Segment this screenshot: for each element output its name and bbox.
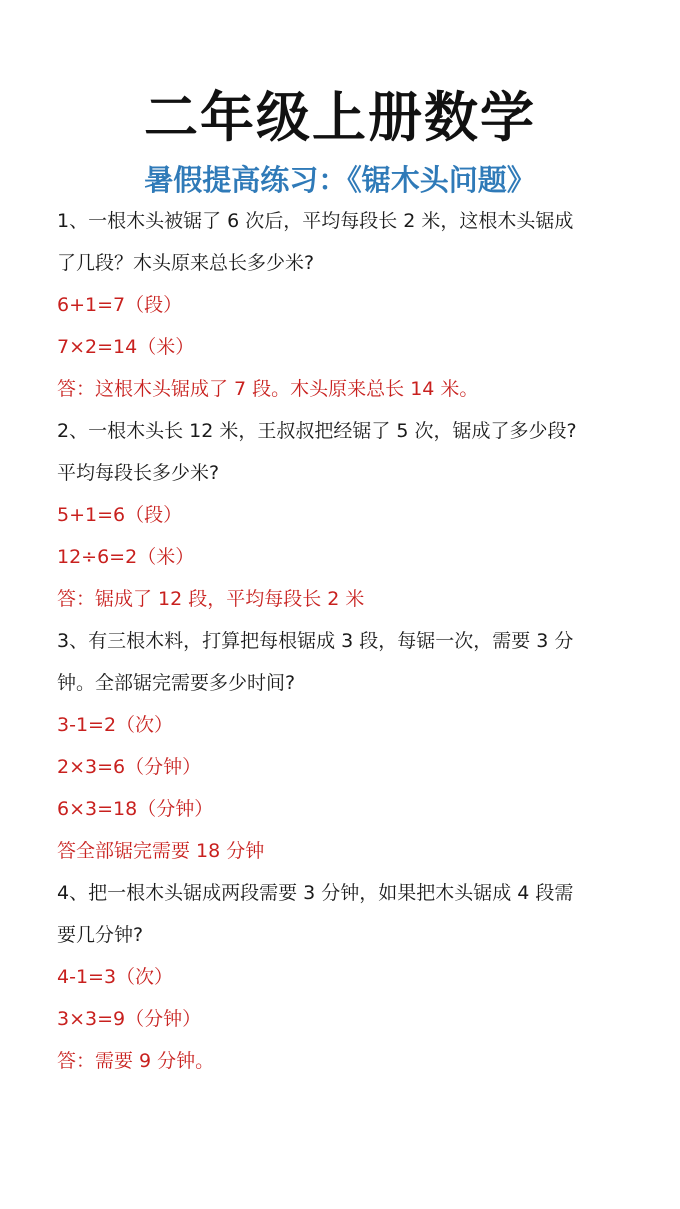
- answer-4-conclusion: 答：需要 9 分钟。: [57, 1050, 215, 1072]
- question-2-line-2: 平均每段长多少米?: [57, 462, 220, 484]
- exercise-list: [57, 200, 647, 1082]
- answer-4-step-2: 3×3=9（分钟）: [57, 1008, 202, 1030]
- answer-4-step-1: 4-1=3（次）: [57, 966, 174, 988]
- answer-2-step-2: 12÷6=2（米）: [57, 546, 195, 568]
- question-3-line-1: 3、有三根木料，打算把每根锯成 3 段，每锯一次，需要 3 分: [57, 630, 574, 652]
- question-1-line-1: 1、一根木头被锯了 6 次后，平均每段长 2 米，这根木头锯成: [57, 210, 574, 232]
- answer-1-conclusion: 答：这根木头锯成了 7 段。木头原来总长 14 米。: [57, 378, 479, 400]
- question-4-line-2: 要几分钟?: [57, 924, 144, 946]
- question-3-line-2: 钟。全部锯完需要多少时间?: [57, 672, 296, 694]
- answer-1-step-2: 7×2=14（米）: [57, 336, 195, 358]
- page-title: 二年级上册数学: [144, 86, 536, 149]
- answer-3-conclusion: 答全部锯完需要 18 分钟: [57, 840, 265, 862]
- answer-1-step-1: 6+1=7（段）: [57, 294, 183, 316]
- question-1-line-2: 了几段？木头原来总长多少米?: [57, 252, 315, 274]
- question-4-line-1: 4、把一根木头锯成两段需要 3 分钟，如果把木头锯成 4 段需: [57, 882, 574, 904]
- question-2-line-1: 2、一根木头长 12 米，王叔叔把经锯了 5 次，锯成了多少段?: [57, 420, 577, 442]
- answer-3-step-2: 2×3=6（分钟）: [57, 756, 202, 778]
- answer-2-step-1: 5+1=6（段）: [57, 504, 183, 526]
- answer-3-step-1: 3-1=2（次）: [57, 714, 174, 736]
- page-subtitle: 暑假提高练习：《锯木头问题》: [144, 163, 536, 197]
- answer-2-conclusion: 答：锯成了 12 段，平均每段长 2 米: [57, 588, 365, 610]
- answer-3-step-3: 6×3=18（分钟）: [57, 798, 214, 820]
